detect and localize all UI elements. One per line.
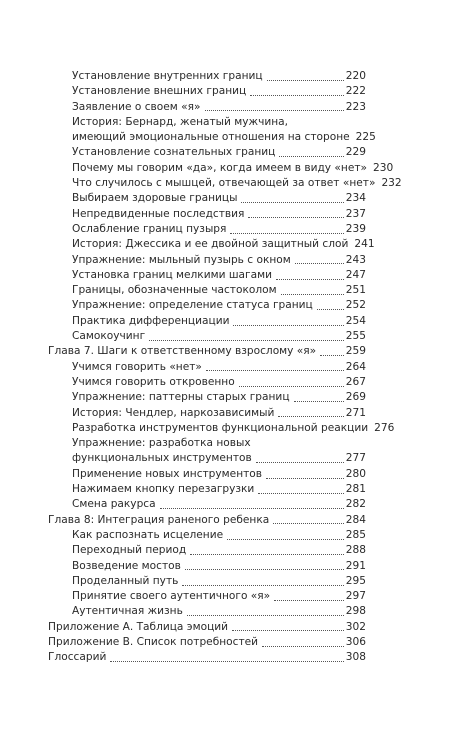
toc-entry	[48, 497, 366, 512]
toc-page-number: 247	[345, 268, 366, 281]
toc-page-number: 259	[345, 345, 366, 358]
toc-page-number: 264	[345, 360, 366, 373]
toc-page-number: 277	[345, 452, 366, 465]
dot-leader	[185, 569, 344, 570]
toc-page-number: 298	[345, 605, 366, 618]
toc-entry-title: Переходный период	[72, 544, 187, 557]
toc-page-number: 241	[354, 238, 375, 251]
toc-entry	[48, 191, 366, 206]
toc-page-number: 284	[345, 513, 366, 526]
toc-entry-title: История: Чендлер, наркозависимый	[72, 406, 275, 419]
toc-page-number: 271	[345, 406, 366, 419]
toc-chapter-entry	[48, 635, 366, 650]
toc-entry-title: Глава 7. Шаги к ответственному взрослому «я»	[48, 345, 317, 358]
toc-entry-title: Проделанный путь	[72, 574, 179, 587]
toc-entry	[48, 406, 366, 421]
toc-entry-title: Самокоучинг	[72, 330, 146, 343]
toc-entry-title: Почему мы говорим «да», когда имеем в виду «нет»	[72, 161, 368, 174]
dot-leader	[279, 156, 343, 157]
dot-leader	[187, 615, 344, 616]
toc-page-number: 229	[345, 146, 366, 159]
toc-entry	[48, 482, 366, 497]
toc-entry	[48, 283, 366, 298]
toc-page-number: 230	[373, 161, 394, 174]
dot-leader	[262, 646, 344, 647]
dot-leader	[239, 386, 344, 387]
toc-page-number: 254	[345, 314, 366, 327]
toc-entry	[48, 589, 366, 604]
toc-entry	[48, 360, 366, 375]
toc-page-number: 243	[345, 253, 366, 266]
dot-leader	[250, 95, 344, 96]
dot-leader	[258, 493, 343, 494]
dot-leader	[232, 630, 344, 631]
toc-entry-title: Установление сознательных границ	[72, 146, 276, 159]
dot-leader	[274, 600, 344, 601]
toc-page-number: 251	[345, 284, 366, 297]
dot-leader	[248, 217, 343, 218]
dot-leader	[205, 110, 344, 111]
toc-page-number: 220	[345, 70, 366, 82]
toc-entry	[48, 84, 366, 99]
toc-entry-title: Упражнение: разработка новых	[72, 437, 251, 450]
toc-entry-title: Принятие своего аутентичного «я»	[72, 590, 271, 603]
toc-chapter-entry	[48, 344, 366, 359]
dot-leader	[278, 416, 343, 417]
dot-leader	[206, 370, 344, 371]
toc-entry-title: функциональных инструментов	[72, 452, 252, 465]
toc-entry	[48, 604, 366, 619]
dot-leader	[256, 462, 344, 463]
dot-leader	[230, 233, 343, 234]
toc-entry-title: Глава 8: Интеграция раненого ребенка	[48, 513, 270, 526]
toc-page-number: 239	[345, 222, 366, 235]
dot-leader	[110, 661, 343, 662]
toc-page-number: 308	[345, 651, 366, 664]
toc-entry-title: Установление внутренних границ	[72, 70, 263, 82]
toc-entry	[48, 207, 366, 222]
toc-entry	[48, 100, 366, 115]
toc-page-number: 280	[345, 467, 366, 480]
toc-page-number: 291	[345, 559, 366, 572]
toc-page-number: 269	[345, 391, 366, 404]
toc-entry-title: Нажимаем кнопку перезагрузки	[72, 483, 255, 496]
toc-page-number: 237	[345, 207, 366, 220]
toc-entry	[48, 130, 376, 145]
toc-entry-title: Применение новых инструментов	[72, 467, 263, 480]
toc-entry	[48, 421, 395, 436]
dot-leader	[182, 585, 343, 586]
dot-leader	[241, 202, 343, 203]
dot-leader	[266, 478, 344, 479]
toc-entry	[48, 115, 366, 130]
toc-entry	[48, 253, 366, 268]
toc-page-number: 282	[345, 498, 366, 511]
toc-entry-title: имеющий эмоциональные отношения на стороне	[72, 131, 350, 144]
toc-page-number: 223	[345, 100, 366, 113]
toc-page-number: 222	[345, 85, 366, 98]
toc-entry	[48, 436, 366, 451]
toc-entry	[48, 69, 366, 84]
toc-entry-title: Заявление о своем «я»	[72, 100, 201, 113]
toc-entry	[48, 559, 366, 574]
toc-chapter-entry	[48, 513, 366, 528]
toc-page-number: 276	[374, 421, 395, 434]
toc-entry-title: Разработка инструментов функциональной реакции	[72, 421, 369, 434]
dot-leader	[295, 263, 344, 264]
toc-page-number: 288	[345, 544, 366, 557]
dot-leader	[227, 539, 344, 540]
toc-entry	[48, 543, 366, 558]
dot-leader	[294, 401, 344, 402]
toc-page-number: 306	[345, 635, 366, 648]
dot-leader	[273, 523, 344, 524]
toc-page-number: 234	[345, 192, 366, 205]
toc-entry-title: История: Джессика и ее двойной защитный слой	[72, 238, 349, 251]
dot-leader	[149, 340, 344, 341]
toc-entry	[48, 467, 366, 482]
toc-entry	[48, 298, 366, 313]
toc-entry	[48, 268, 366, 283]
toc-entry-title: Что случилось с мышцей, отвечающей за ответ «нет»	[72, 177, 376, 190]
toc-entry	[48, 329, 366, 344]
toc-entry	[48, 528, 366, 543]
toc-entry-title: Установка границ мелкими шагами	[72, 268, 272, 281]
toc-page-number: 302	[345, 620, 366, 633]
toc-entry-title: Возведение мостов	[72, 559, 181, 572]
toc-entry	[48, 176, 402, 191]
dot-leader	[317, 309, 344, 310]
toc-entry	[48, 237, 375, 252]
toc-page-number: 225	[355, 131, 376, 144]
toc-page-number: 297	[345, 590, 366, 603]
toc-page-number: 281	[345, 483, 366, 496]
toc-entry-title: Учимся говорить откровенно	[72, 375, 235, 388]
toc-entry	[48, 222, 366, 237]
dot-leader	[276, 279, 344, 280]
dot-leader	[233, 325, 343, 326]
toc-entry	[48, 375, 366, 390]
toc-entry-title: Установление внешних границ	[72, 85, 247, 98]
dot-leader	[281, 294, 344, 295]
toc-entry	[48, 314, 366, 329]
toc-page-number: 255	[345, 330, 366, 343]
toc-entry-title: Приложение А. Таблица эмоций	[48, 620, 229, 633]
toc-entry	[48, 161, 394, 176]
toc-entry-title: Практика дифференциации	[72, 314, 230, 327]
toc-page-number: 267	[345, 375, 366, 388]
toc-entry	[48, 145, 366, 160]
toc-entry-title: Глоссарий	[48, 651, 107, 664]
toc-chapter-entry	[48, 620, 366, 635]
toc-page-number: 232	[381, 177, 402, 190]
dot-leader	[190, 554, 344, 555]
toc-entry	[48, 451, 366, 466]
toc-entry-title: История: Бернард, женатый мужчина,	[72, 115, 289, 128]
toc-entry-title: Как распознать исцеление	[72, 528, 224, 541]
dot-leader	[320, 355, 344, 356]
toc-chapter-entry	[48, 650, 366, 665]
toc-entry-title: Ослабление границ пузыря	[72, 222, 227, 235]
toc-entry-title: Упражнение: мыльный пузырь с окном	[72, 253, 291, 266]
toc-entry-title: Смена ракурса	[72, 498, 156, 511]
dot-leader	[267, 80, 344, 81]
table-of-contents	[48, 69, 402, 666]
toc-entry-title: Выбираем здоровые границы	[72, 192, 238, 205]
toc-entry-title: Границы, обозначенные частоколом	[72, 284, 277, 297]
dot-leader	[160, 508, 344, 509]
toc-entry-title: Аутентичная жизнь	[72, 605, 183, 618]
toc-page-number: 285	[345, 528, 366, 541]
toc-page-number: 252	[345, 299, 366, 312]
toc-entry-title: Учимся говорить «нет»	[72, 360, 202, 373]
toc-entry-title: Упражнение: определение статуса границ	[72, 299, 313, 312]
toc-entry-title: Непредвиденные последствия	[72, 207, 245, 220]
toc-entry	[48, 574, 366, 589]
toc-entry-title: Упражнение: паттерны старых границ	[72, 391, 290, 404]
toc-page-number: 295	[345, 574, 366, 587]
toc-entry	[48, 390, 366, 405]
toc-entry-title: Приложение В. Список потребностей	[48, 635, 259, 648]
